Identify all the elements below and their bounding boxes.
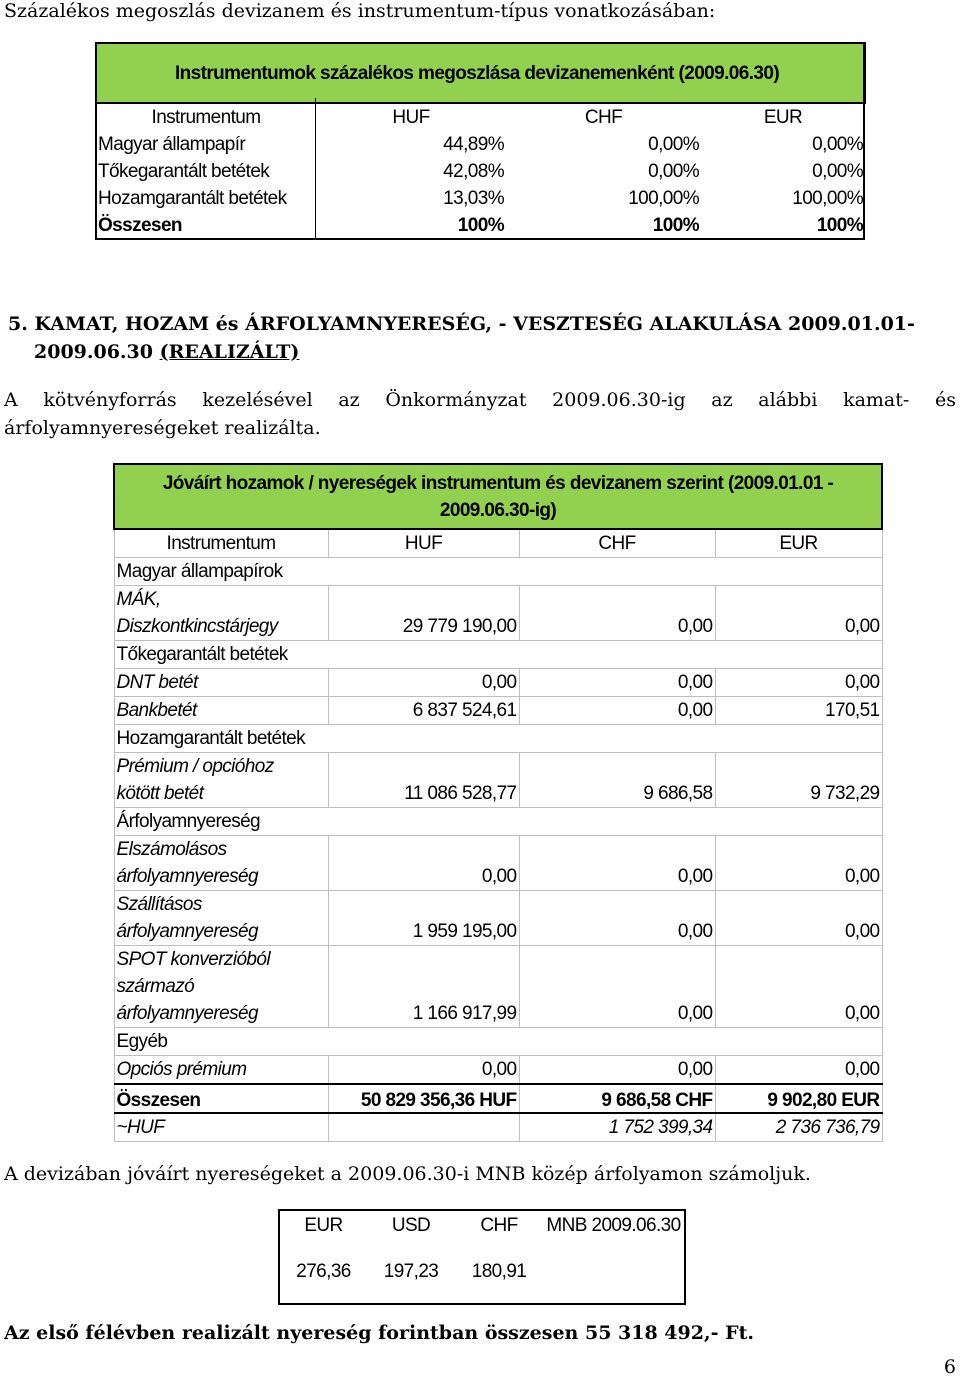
total-huf: 50 829 356,36 HUF (328, 1084, 519, 1113)
heading-realizalt: (REALIZÁLT) (159, 341, 300, 363)
table-row (114, 697, 882, 725)
cell-eur: 0,00 (715, 836, 882, 891)
rate-eur: 276,36 (296, 1261, 351, 1282)
section-heading (8, 310, 958, 366)
word: és (934, 389, 956, 411)
cell-chf: 0,00 (519, 1056, 715, 1085)
word: az (711, 389, 733, 411)
table-row (96, 158, 865, 185)
cell-eur: 0,00 (715, 891, 882, 946)
table-row (96, 185, 865, 212)
group-row (114, 808, 882, 836)
table-title-row (114, 464, 882, 529)
table-title: Jóváírt hozamok / nyereségek instrumentum és devizanem szerint (2009.01.01 - 2009.06.30-ig) (114, 464, 882, 529)
col-header-usd: USD (391, 1215, 431, 1236)
summary-text: Az első félévben realizált nyereség forintban összesen 55 318 492,- Ft. (4, 1322, 754, 1344)
total-huf: 100% (457, 215, 504, 236)
cell-eur: 0,00 (715, 946, 882, 1028)
cell-chf: 0,00 (519, 586, 715, 641)
group-label: Egyéb (114, 1028, 882, 1056)
col-header-huf: HUF (328, 529, 519, 558)
table-row (96, 131, 865, 158)
label-line: Diszkontkincstárjegy (116, 616, 278, 637)
table-row (114, 586, 882, 641)
paragraph (4, 386, 956, 442)
cell-eur: 0,00% (812, 134, 864, 155)
cell-huf: 1 959 195,00 (328, 891, 519, 946)
cell-chf: 0,00 (519, 697, 715, 725)
table-header-row (279, 1210, 685, 1241)
table-row (114, 836, 882, 891)
table-header-row (114, 529, 882, 558)
percentage-table (95, 42, 866, 239)
col-header-eur: EUR (763, 107, 803, 128)
word: kamat- (843, 389, 910, 411)
col-header-chf: CHF (480, 1215, 518, 1236)
cell-chf: 0,00 (519, 946, 715, 1028)
yields-table (113, 463, 883, 1142)
table-title: Instrumentumok százalékos megoszlása devizanemenként (2009.06.30) (96, 43, 865, 103)
approx-huf-row (114, 1113, 882, 1142)
row-label: Hozamgarantált betétek (98, 188, 287, 209)
label-line: árfolyamnyereség (116, 866, 258, 887)
word: 2009.06.30-ig (552, 389, 686, 411)
table-row (114, 753, 882, 808)
total-row (96, 212, 865, 239)
cell-eur: 2 736 736,79 (715, 1113, 882, 1142)
cell-chf: 1 752 399,34 (519, 1113, 715, 1142)
group-label: Hozamgarantált betétek (114, 725, 882, 753)
exchange-rate-table (278, 1209, 686, 1305)
group-row (114, 1028, 882, 1056)
group-row (114, 725, 882, 753)
col-header-instrumentum: Instrumentum (151, 107, 261, 128)
paragraph-line-1 (4, 386, 956, 414)
group-label: Tőkegarantált betétek (114, 641, 882, 669)
cell-chf: 0,00 (519, 669, 715, 697)
table-header-row (96, 103, 865, 131)
heading-line-2 (8, 338, 958, 366)
label-line: származó (116, 976, 195, 997)
total-chf: 9 686,58 CHF (519, 1084, 715, 1113)
word: kötvényforrás (43, 389, 177, 411)
word: kezelésével (202, 389, 313, 411)
cell-chf: 100,00% (628, 188, 699, 209)
row-label (114, 836, 328, 891)
col-header-chf: CHF (584, 107, 623, 128)
row-label: Opciós prémium (114, 1056, 328, 1085)
cell-eur: 0,00 (715, 1056, 882, 1085)
total-label: Összesen (114, 1084, 328, 1113)
row-label: ~HUF (114, 1113, 328, 1142)
cell-huf: 0,00 (328, 836, 519, 891)
rate-usd: 197,23 (383, 1261, 439, 1282)
label-line: árfolyamnyereség (116, 1003, 258, 1024)
col-header-huf: HUF (392, 107, 430, 128)
table-title-row (96, 43, 865, 103)
cell-huf: 11 086 528,77 (328, 753, 519, 808)
rate-chf: 180,91 (471, 1261, 527, 1282)
label-line: SPOT konverzióból (116, 949, 270, 970)
paragraph-line-2: árfolyamnyereségeket realizálta. (4, 417, 321, 439)
col-header-instrumentum: Instrumentum (114, 529, 328, 558)
total-label: Összesen (98, 215, 182, 236)
col-header-eur: EUR (304, 1215, 343, 1236)
total-row (114, 1084, 882, 1113)
cell-huf: 1 166 917,99 (328, 946, 519, 1028)
total-chf: 100% (652, 215, 699, 236)
intro-text: Százalékos megoszlás devizanem és instrumentum-típus vonatkozásában: (4, 0, 716, 22)
total-eur: 9 902,80 EUR (715, 1084, 882, 1113)
cell-chf: 0,00 (519, 836, 715, 891)
row-label: Bankbetét (114, 697, 328, 725)
col-header-mnb: MNB 2009.06.30 (546, 1215, 681, 1236)
cell-eur: 100,00% (792, 188, 864, 209)
cell-eur: 0,00 (715, 669, 882, 697)
heading-line-1: 5. KAMAT, HOZAM és ÁRFOLYAMNYERESÉG, - VESZTESÉG ALAKULÁSA 2009.01.01- (8, 313, 915, 335)
label-line: kötött betét (116, 783, 204, 804)
cell-huf: 42,08% (443, 161, 504, 182)
table-row (114, 669, 882, 697)
cell-chf: 0,00% (648, 161, 699, 182)
label-line: árfolyamnyereség (116, 921, 258, 942)
label-line: Elszámolásos (116, 839, 227, 860)
cell-huf: 6 837 524,61 (328, 697, 519, 725)
col-header-chf: CHF (519, 529, 715, 558)
table-row (114, 1056, 882, 1085)
table-row (114, 946, 882, 1028)
word: A (4, 389, 18, 411)
cell-huf: 29 779 190,00 (328, 586, 519, 641)
group-label: Árfolyamnyereség (114, 808, 882, 836)
cell-eur: 0,00% (812, 161, 864, 182)
total-eur: 100% (816, 215, 864, 236)
cell-huf: 44,89% (443, 134, 504, 155)
row-label: Tőkegarantált betétek (98, 161, 270, 182)
word: alábbi (758, 389, 818, 411)
page-number: 6 (943, 1356, 956, 1378)
row-label (114, 753, 328, 808)
cell-huf: 0,00 (328, 1056, 519, 1085)
row-label (114, 946, 328, 1028)
group-label: Magyar állampapírok (114, 558, 882, 586)
row-label (114, 586, 328, 641)
col-header-eur: EUR (715, 529, 882, 558)
row-label: Magyar állampapír (98, 134, 246, 155)
note-text: A devizában jóváírt nyereségeket a 2009.06.30-i MNB közép árfolyamon számoljuk. (4, 1163, 811, 1185)
heading-date: 2009.06.30 (34, 341, 160, 363)
table-row (279, 1241, 685, 1304)
cell-chf: 9 686,58 (519, 753, 715, 808)
word: az (338, 389, 360, 411)
cell-chf: 0,00 (519, 891, 715, 946)
cell-chf: 0,00% (648, 134, 699, 155)
cell-eur: 0,00 (715, 586, 882, 641)
word: Önkormányzat (385, 389, 527, 411)
column-divider (315, 98, 316, 240)
row-label (114, 891, 328, 946)
cell-huf (328, 1113, 519, 1142)
row-label: DNT betét (114, 669, 328, 697)
label-line: MÁK, (116, 589, 161, 610)
cell-eur: 170,51 (715, 697, 882, 725)
table-row (114, 891, 882, 946)
group-row (114, 641, 882, 669)
group-row (114, 558, 882, 586)
label-line: Szállításos (116, 894, 202, 915)
yields-table-wrapper (113, 463, 881, 1142)
cell-huf: 0,00 (328, 669, 519, 697)
label-line: Prémium / opcióhoz (116, 756, 274, 777)
cell-huf: 13,03% (443, 188, 504, 209)
rate-empty (543, 1241, 685, 1304)
cell-eur: 9 732,29 (715, 753, 882, 808)
